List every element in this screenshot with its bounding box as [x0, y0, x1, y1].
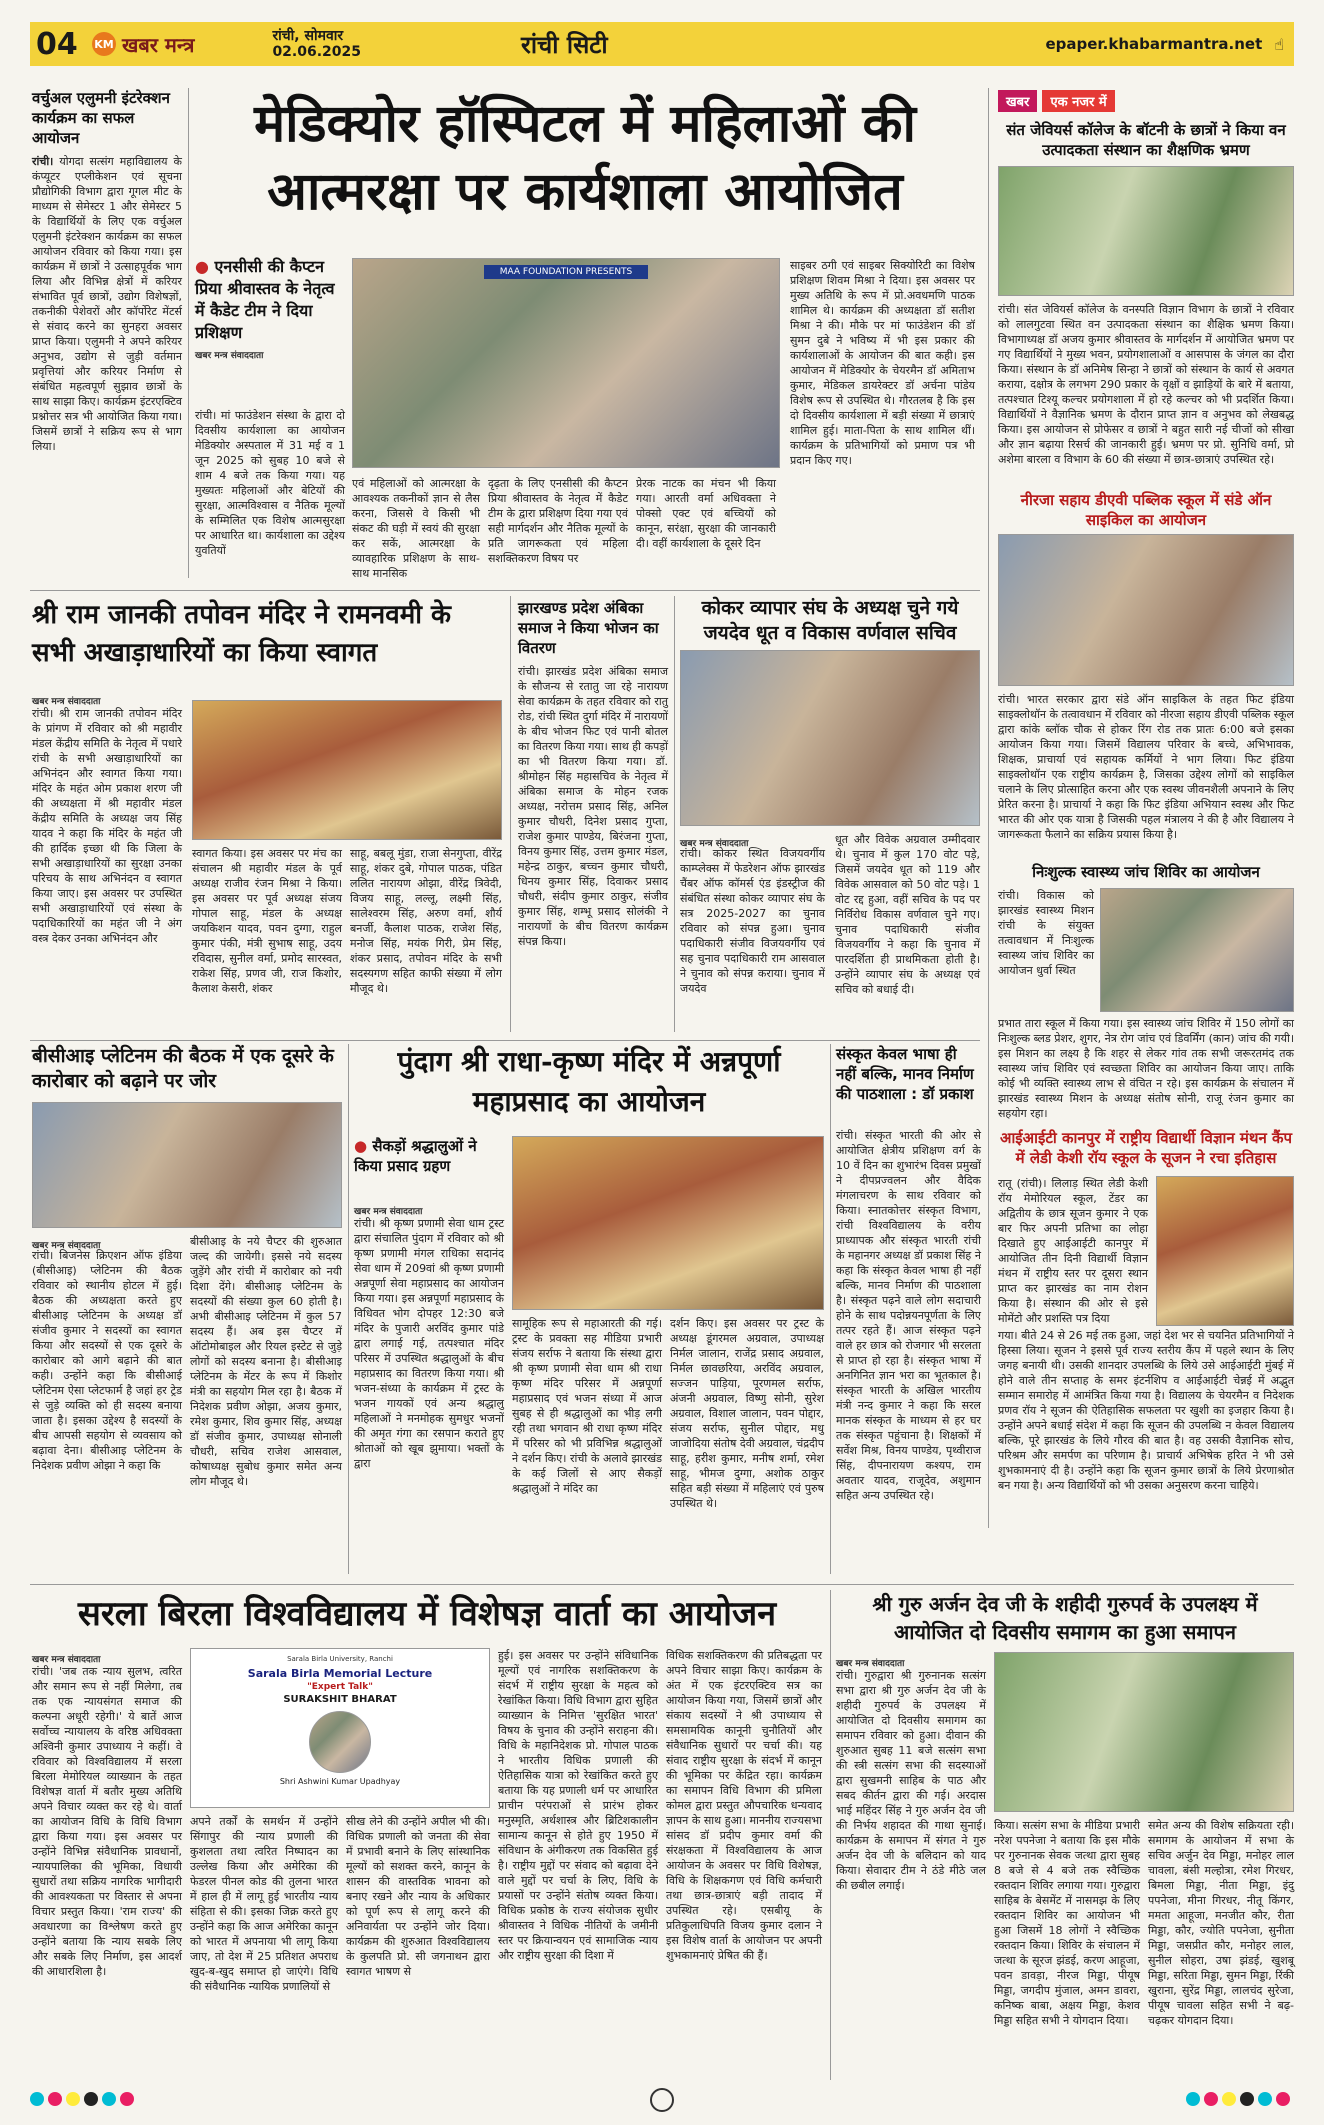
health-photo — [1100, 888, 1294, 1012]
bci-col2: बीसीआइ के नये चैप्टर की शुरुआत जल्द की जायेगी। इससे नये सदस्य जुड़ेंगे और रांची में कारोबार को नयी दिशा देंगे। बीसीआइ प्लेटिनम के सदस्यों की संख्या कुल 60 होती है। अभी बीसीआइ प्लेटिनम में कुल 57 सदस्य हैं। अब इस चैप्टर में ऑटोमोबाइल और रियल इस्टेट से जुड़े लोगों को सदस्य बनाना है। बीसीआइ प्लेटिनम के मेंटर के रूप में किशोर मंत्री का सहयोग मिल रहा है। बैठक में निदेशक प्रवीण ओझा, अजय कुमार, रमेश कुमार, शिव कुमार सिंह, अध्यक्ष डॉ संजीव कुमार, उपाध्यक्ष सोनाली चौधरी, सचिव राजेश आसवाल, कोषाध्यक्ष सुबोध कुमार समेत अन्य लोग मौजूद थे। — [190, 1235, 342, 1488]
iit-headline: आईआईटी कानपुर में राष्ट्रीय विद्यार्थी विज्ञान मंथन कैंप में लेडी केशी रॉय स्कूल के सूजन ने रचा इतिहास — [999, 1129, 1293, 1167]
alumni-dateline: रांची। — [32, 155, 54, 168]
xaviers-body: रांची। संत जेवियर्स कॉलेज के वनस्पति विज्ञान विभाग के छात्रों ने रविवार को लालगुटवा स्थित वन उत्पादकता संस्थान का शैक्षिक भ्रमण किया। विभागाध्यक्ष डॉ अजय कुमार श्रीवास्तव के मार्गदर्शन में आयोजित भ्रमण पर गए विद्यार्थियों ने मुख्य भवन, प्रयोगशालाओं व आसपास के जंगल का दौरा किया। संस्थान के डॉ अनिमेष सिन्हा ने छात्रों को संस्थान के कार्य से अवगत कराया, दक्षोत्र के लगभग 290 प्रकार के वृक्षों व झाड़ियों के बारे में बताया, तत्पश्चात टिश्यू कल्चर प्रयोगशाला में हो रहे कल्चर को भी प्रदर्शित किया। विद्यार्थियों ने वैज्ञानिक भ्रमण के दौरान प्राप्त ज्ञान व अनुभव को लेखबद्ध किया। इस आयोजन से प्रोफेसर व छात्रों ने बहुत सारी नई चीजों को सीखा और ज्ञान बढ़ाया रिसर्च की जानकारी हुई। भ्रमण पर प्रो. सुनिधि वर्मा, प्रो अशेमा बारला व विभाग के 60 की संख्या में छात्र-छात्राएं उपस्थित रहे। — [998, 303, 1294, 466]
sbu-banner-expert: "Expert Talk" — [307, 1682, 373, 1692]
kokar-col1: रांची। कोकर स्थित विजयवर्गीय काम्प्लेक्स में फेडरेशन ऑफ झारखंड चैंबर ऑफ कॉमर्स एंड इंडस्ट्रीज की संबंधित संस्था कोकर व्यापार संघ के सत्र 2025-2027 का चुनाव रविवार को संपन्न हुआ। चुनाव पदाधिकारी संजीव विजयवर्गीय एवं सह चुनाव पदाधिकारी राम आसवाल ने चुनाव को संपन्न कराया। चुनाव में जयदेव — [680, 847, 825, 995]
guru-headline: श्री गुरु अर्जन देव जी के शहीदी गुरुपर्व के उपलक्ष्य में आयोजित दो दिवसीय समागम का हुआ समापन — [872, 1592, 1258, 1644]
ramjanaki-byline: खबर मन्त्र संवाददाता — [32, 697, 101, 707]
section-rule — [30, 1584, 1294, 1585]
logo-text: खबर मन्त्र — [122, 32, 195, 57]
xaviers-headline: संत जेवियर्स कॉलेज के बॉटनी के छात्रों ने किया वन उत्पादकता संस्थान का शैक्षणिक भ्रमण — [1006, 121, 1286, 159]
health-col1: रांची। विकास को झारखंड स्वास्थ्य मिशन रांची के संयुक्त तत्वावधान में निःशुल्क स्वास्थ्य जांच शिविर का आयोजन धुर्वा स्थित — [998, 889, 1094, 977]
pundag-col1: रांची। श्री कृष्ण प्रणामी सेवा धाम ट्रस्ट द्वारा संचालित पुंदाग में रविवार को श्री कृष्ण प्रणामी मंगल राधिका सदानंद सेवा धाम में 209वां श्री कृष्ण प्रणामी अन्नपूर्णा सेवा महाप्रसाद का आयोजन किया गया। इस अन्नपूर्णा महाप्रसाद के विधिवत भोग दोपहर 12:30 बजे मंदिर के पुजारी अरविंद कुमार पांडे द्वारा लगाई गई, तत्पश्चात मंदिर परिसर में उपस्थित श्रद्धालुओं के बीच महाप्रसाद का वितरण किया गया। श्री भजन-संध्या के कार्यक्रम में ट्रस्ट के भजन गायकों एवं अन्य श्रद्धालु महिलाओं ने मनमोहक सुमधुर भजनों की अमृत गंगा का रसपान कराते हुए श्रोताओं को खूब झुमाया। भक्तों के द्वारा — [354, 1217, 504, 1470]
guru-col2: किया। सत्संग सभा के मीडिया प्रभारी नरेश पपनेजा ने बताया कि इस मौके पर गुरुनानक सेवक जत्था द्वारा सुबह 8 बजे से 4 बजे तक स्वैच्छिक रक्तदान शिविर लगाया गया। गुरुद्वारा साहिब के बेसमेंट में नासमझ के लिए रक्तदान शिविर का आयोजन भी हुआ जिसमें 18 लोगों ने स्वैच्छिक रक्तदान किया। शिविर के संचालन में जत्था के सूरज झंडई, करण आहूजा, पवन डावड़ा, नीरज मिड्डा, पीयूष मिड्डा, जगदीप मुंजाल, अमन डावरा, कनिष्क बाबा, अक्षय मिड्डा, केशव मिड्डा सहित सभी ने योगदान दिया। — [994, 1819, 1140, 2027]
kokar-headline: कोकर व्यापार संघ के अध्यक्ष चुने गये जयदेव धूत व विकास वर्णवाल सचिव — [701, 597, 959, 644]
lead-subhead-block — [195, 256, 345, 365]
sanskrit-headline: संस्कृत केवल भाषा ही नहीं बल्कि, मानव निर्माण की पाठशाला : डॉ प्रकाश — [836, 1045, 974, 1103]
bhojan-headline: झारखण्ड प्रदेश अंबिका समाज ने किया भोजन का वितरण — [518, 599, 659, 657]
color-dots-left — [30, 2091, 138, 2110]
bullet-icon: ● — [195, 257, 215, 276]
kokar-byline: खबर मन्त्र संवाददाता — [680, 839, 749, 849]
sbu-byline: खबर मन्त्र संवाददाता — [32, 1655, 101, 1665]
brief-tag-khabar: खबर — [998, 90, 1037, 112]
section-rule — [30, 1040, 980, 1041]
column-rule — [188, 88, 189, 578]
iit-col1: रातू (रांची)। लिलाड़ स्थित लेडी केशी रॉय मेमोरियल स्कूल, टेंडर का अद्वितीय के छात्र सूजन कुमार ने एक बार फिर अपनी प्रतिभा का लोहा दिखाते हुए आईआईटी कानपुर में आयोजित तीन दिनी विद्यार्थी विज्ञान मंथन में राष्ट्रीय स्तर पर दूसरा स्थान प्राप्त कर झारखंड का नाम रोशन किया है। संस्थान की ओर से इसे मोमेंटो और प्रशस्ति पत्र दिया — [998, 1177, 1148, 1325]
pundag-photo — [512, 1136, 824, 1310]
pundag-byline: खबर मन्त्र संवाददाता — [354, 1207, 423, 1217]
xaviers-photo — [998, 166, 1294, 296]
lead-subhead: ● एनसीसी की कैप्टन प्रिया श्रीवास्तव के नेतृत्व में कैडेट टीम ने दिया प्रशिक्षण — [195, 257, 335, 342]
bci-byline: खबर मन्त्र संवाददाता — [32, 1241, 101, 1251]
bullet-icon: ● — [354, 1137, 373, 1155]
ramjanaki-photo — [192, 700, 502, 840]
lead-col4: प्रेरक नाटक का मंचन भी किया गया। आरती वर्मा अधिवक्ता ने पोक्सो एक्ट एवं बच्चियों को कानून, सरंक्षा, सुरक्षा की जानकारी दी। वहीं कार्यशाला के दूसरे दिन — [636, 477, 776, 550]
iit-photo — [1156, 1176, 1294, 1326]
column-rule — [830, 1590, 831, 2080]
ramjanaki-col3: साहू, बबलू मुंडा, राजा सेनगुप्ता, वीरेंद्र साहू, शंकर दुबे, गोपाल पाठक, पंडित ललित नारायण ओझा, वीरेंद्र त्रिवेदी, विजय साहू, लल्लू, लक्ष्मी सिंह, सालेश्वरम सिंह, अरुण वर्मा, शौर्य बनर्जी, कैलाश पाठक, राजेश सिंह, मनोज सिंह, मयंक गिरी, प्रेम सिंह, शंकर प्रसाद, तपोवन मंदिर के सभी सदस्यगण सहित काफी संख्या में लोग मौजूद थे। — [350, 847, 502, 995]
guru-col1: रांची। गुरुद्वारा श्री गुरुनानक सत्संग सभा द्वारा श्री गुरु अर्जन देव जी के शहीदी गुरुपर्व के उपलक्ष्य में आयोजित दो दिवसीय समागम का समापन रविवार को हुआ। दीवान की शुरुआत सुबह 11 बजे सत्संग सभा की स्त्री सत्संग सभा की सदस्याओं द्वारा सुखमनी साहिब के पाठ और सबद कीर्तन द्वारा की गई। अरदास भाई महिंदर सिंह ने गुरु अर्जन देव जी की निर्भय शहादत की गाथा सुनाई। कार्यक्रम के समापन में संगत ने गुरु अर्जन देव जी के बलिदान को याद किया। सेवादार टीम ने ठंडे मीठे जल की छबील लगाई। — [836, 1669, 986, 1892]
color-dots-right — [1186, 2091, 1294, 2110]
neerja-photo — [998, 534, 1294, 686]
kokar-col2: धूत और विवेक अग्रवाल उम्मीदवार थे। चुनाव में कुल 170 वोट पड़े, जिसमें जयदेव धूत को 119 और विवेक आसवाल को 50 वोट पड़े। 1 वोट रद्द हुआ, वहीं सचिव के पद पर निर्विरोध विकास वर्णवाल चुने गए। चुनाव पदाधिकारी संजीव विजयवर्गीय ने कहा कि चुनाव में पारदर्शिता ही प्राथमिकता होती है। उन्होंने व्यापार संघ के अध्यक्ष एवं सचिव को बधाई दी। — [835, 833, 980, 996]
column-rule — [988, 88, 989, 1528]
alumni-body — [32, 154, 182, 454]
lead-col5: साइबर ठगी एवं साइबर सिक्योरिटी का विशेष प्रशिक्षण शिवम मिश्रा ने दिया। इस अवसर पर मुख्य अतिथि के रूप में प्रो.अवधमणि पाठक शामिल थे। कार्यक्रम की अध्यक्षता डॉ सतीश मिश्रा ने की। मौके पर मां फाउंडेशन की डॉ सुमन दुबे ने भविष्य में भी इस प्रकार की कार्यशालाओं के आयोजन की बात कही। इस आयोजन में मेडिक्योर के चेयरमैन डॉ अमिताभ कुमार, मेडिकल डायरेक्टर डॉ अर्चना पांडेय विशेष रूप से उपस्थित थे। गौरतलब है कि इस दो दिवसीय कार्यशाला में बड़ी संख्या में छात्राएं शामिल हुई। माता-पिता के साथ शामिल थीं। कार्यक्रम के प्रतिभागियों को प्रमाण पत्र भी प्रदान किए गए। — [790, 259, 975, 467]
column-rule — [830, 1044, 831, 1574]
photo-banner: MAA FOUNDATION PRESENTS — [484, 265, 648, 279]
article-alumni — [32, 88, 182, 454]
iit-body: गया। बीते 24 से 26 मई तक हुआ, जहां देश भर से चयनित प्रतिभागियों ने हिस्सा लिया। सूजन ने इससे पूर्व राज्य स्तरीय कैंप में पहले स्थान के लिए जगह बनायी थी। उसकी शानदार उपलब्धि के लिये उसे आईआईटी मुंबई में होने वाले तीन सप्ताह के समर इंटर्नशिप व आईआईटी चेन्नई में अद्भुत सम्मान समारोह में आमंत्रित किया गया है। विद्यालय के चेयरमैन व निदेशक प्रणव रॉय ने सूजन की ऐतिहासिक सफलता पर खुशी का इजहार किया है। उन्होंने अपने बधाई संदेश में कहा कि सूजन की उपलब्धि न केवल विद्यालय बल्कि, पूरे झारखंड के लिये गौरव की बात है। वह उसकी वैज्ञानिक सोच, परिश्रम और समर्पण का परिणाम है। प्राचार्य अभिषेक हरित ने भी उसे शुभकामनाएं दी है। उन्होंने कहा कि सूजन कुमार छात्रों के लिये प्रेरणाश्रोत बन गया है। अन्य विद्यार्थियों को भी उसका अनुसरण करना चाहिये। — [998, 1329, 1294, 1492]
ramjanaki-col2: स्वागत किया। इस अवसर पर मंच का संचालन श्री महावीर मंडल के पूर्व अध्यक्ष राजीव रंजन मिश्रा ने किया। इस अवसर पर पूर्व अध्यक्ष संजय गोपाल साहू, मंडल के अध्यक्ष जयकिशन यादव, पवन दुग्गा, राहुल कुमार पंकी, मंत्री सुभाष साहू, उदय रविदास, सुनील वर्मा, प्रमोद सारस्वत, राकेश सिंह, प्रणव जी, राज किशोर, कैलाश केसरी, शंकर — [192, 847, 342, 995]
lead-headline: मेडिक्योर हॉस्पिटल में महिलाओं की आत्मरक्षा पर कार्यशाला आयोजित — [254, 93, 916, 222]
health-body: प्रभात तारा स्कूल में किया गया। इस स्वास्थ्य जांच शिविर में 150 लोगों का निःशुल्क ब्लड प्रेशर, शुगर, नेत्र रोग जांच एवं डिवर्मिंग (कान) जांच की गयी। इस मिशन का लक्ष्य है कि शहर से लेकर गांव तक सभी जरूरतमंद तक स्वास्थ्य जांच शिविर एवं स्वच्छता शिविर का आयोजन किया जाए। ताकि कोई भी व्यक्ति स्वास्थ्य लाभ से वंचित न रहे। इस कार्यक्रम के संचालन में झारखंड स्वास्थ्य मिशन के अध्यक्ष संतोष सोनी, राजू रंजन कुमार का सहयोग रहा। — [998, 1017, 1294, 1120]
edition-date — [272, 28, 361, 60]
guru-byline: खबर मन्त्र संवाददाता — [836, 1659, 905, 1669]
neerja-headline: नीरजा सहाय डीएवी पब्लिक स्कूल में संडे ऑन साइकिल का आयोजन — [1020, 491, 1272, 529]
alumni-text: योगदा सत्संग महाविद्यालय के कंप्यूटर एप्लीकेशन एवं सूचना प्रौद्योगिकी विभाग द्वारा गूगल मीट के माध्यम से सेमेस्टर 1 और सेमेस्टर 5 के विद्यार्थियों के लिए एक वर्चुअल एलुमनी इंटरेक्शन कार्यक्रम का सफल आयोजन रविवार को किया गया। इस कार्यक्रम में छात्रों ने उत्साहपूर्वक भाग लिया और विभिन्न क्षेत्रों में करियर संभावित पूर्व छात्रों, उद्योग विशेषज्ञों, तकनीकी पेशेवरों और कॉर्पोरेट मेंटर्स से संवाद करने का सुनहरा अवसर प्राप्त किया। एलुमनी ने अपने करियर अनुभव, उद्योग से जुड़ी वर्तमान प्रवृत्तियां और करियर निर्माण से संबंधित महत्वपूर्ण सुझाव छात्रों के साथ साझा किए। कार्यक्रम इंटरएक्टिव प्रश्नोत्तर सत्र भी आयोजित किया गया। जिसमें छात्रों ने सक्रिय रूप से भाग लिया। — [32, 155, 182, 453]
bci-headline: बीसीआइ प्लेटिनम की बैठक में एक दूसरे के कारोबार को बढ़ाने पर जोर — [32, 1045, 334, 1092]
place-day: रांची, सोमवार — [272, 28, 344, 44]
sbu-col2: अपने तर्कों के समर्थन में उन्होंने सिंगापुर की न्याय प्रणाली की कुशलता तथा त्वरित निष्पादन का उल्लेख किया और अमेरिका की फेडरल पीनल कोड की तुलना भारत में हाल ही में लागू हुई भारतीय न्याय संहिता से की। इसका जिक्र करते हुए उन्होंने कहा कि आज अमेरिका कानून को भारत में अपनाया भी लागू किया जाए, तो देश में 25 प्रतिशत अपराध खुद-ब-खुद समाप्त हो जाएंगे। विधि की संवैधानिक न्यायिक प्रणालियों से — [190, 1815, 338, 1993]
sbu-banner-speaker: Shri Ashwini Kumar Upadhyay — [279, 1777, 401, 1786]
guru-col3: समेत अन्य की विशेष सक्रियता रही। समागम के आयोजन में सभा के सचिव अर्जुन देव मिड्डा, मनोहर लाल चावला, बंसी मल्होत्रा, रमेश गिरधर, बिमला मिड्डा, नीता मिड्डा, इंदु पपनेजा, मीना गिरधर, नीतू किंगर, ममता आहूजा, मनजीत कौर, रीता मिड्डा, कौर, ज्योति पपनेजा, सुनीता मिड्डा, जसप्रीत कौर, मनोहर लाल, सुनील सोहरा, उषा झंडई, खुशबू मिड्डा, सरिता मिड्डा, सुमन मिड्डा, रिंकी खुराना, सुरेंद्र मिड्डा, लालचंद सुरेजा, पीयूष चावला सहित सभी ने बढ़-चढ़कर योगदान दिया। — [1148, 1819, 1294, 2027]
date-text: 02.06.2025 — [272, 44, 362, 60]
ramjanaki-col1: रांची। श्री राम जानकी तपोवन मंदिर के प्रांगण में रविवार को श्री महावीर मंडल केंद्रीय समिति के नेतृत्व में पधारे रांची के सभी अखाड़ाधारियों का अभिनंदन और स्वागत किया गया। मंदिर के महंत ओम प्रकाश शरण जी की अध्यक्षता में श्री महावीर मंडल केंद्रीय समिति के अध्यक्ष जय सिंह यादव ने कहा कि मंदिर के महंत जी की हार्दिक इच्छा थी कि जिला के सभी अखाड़ाधारियों का सुरक्षा उनका परिचय के साथ अभिनंदन व स्वागत किया जाए। इस अवसर पर उपस्थित सभी अखाड़ाधारियों एवं संस्था के पदाधिकारियों का महंत जी ने अंग वस्त्र देकर उनका अभिनंदन और — [32, 707, 182, 945]
pundag-subhead: ● सैकड़ों श्रद्धालुओं ने किया प्रसाद ग्रहण — [354, 1137, 477, 1175]
health-headline: निःशुल्क स्वास्थ्य जांच शिविर का आयोजन — [1032, 863, 1260, 881]
ramjanaki-headline: श्री राम जानकी तपोवन मंदिर ने रामनवमी के सभी अखाड़ाधारियों का किया स्वागत — [32, 600, 451, 668]
registration-marks — [30, 2088, 1294, 2112]
pundag-col3: दर्शन किए। इस अवसर पर ट्रस्ट के अध्यक्ष डूंगरमल अग्रवाल, उपाध्यक्ष निर्मल जालान, राजेंद्र प्रसाद अग्रवाल, निर्मल छावछरिया, अरविंद अग्रवाल, सज्जन पाड़िया, पूरणमल सर्राफ, अंजनी अग्रवाल, विष्णु सोनी, सुरेश अग्रवाल, विशाल जालान, पवन पोद्दार, संजय सर्राफ, सुनील पोद्दार, मधु जाजोदिया संतोष देवी अग्रवाल, चंद्रदीप साहू, हरीश कुमार, मनीष शर्मा, रमेश साहू, भीमज दुग्गा, अशोक ठाकुर सहित बड़ी संख्या में महिलाएं एवं पुरुष उपस्थित थे। — [670, 1317, 824, 1510]
bci-col1: रांची। बिजनेस क्रिएशन ऑफ इंडिया (बीसीआइ) प्लेटिनम की बैठक रविवार को स्थानीय होटल में हुई। बैठक की अध्यक्षता करते हुए बीसीआइ प्लेटिनम के अध्यक्ष डॉ संजीव कुमार ने सदस्यों का स्वागत किया और सदस्यों से एक दूसरे के कारोबार को आगे बढ़ाने की बात कही। उन्होंने कहा कि बीसीआई प्लेटिनम ऐसा प्लेटफार्म है जहां हर ट्रेड से जुड़े व्यक्ति को ही सदस्य बनाया जाता है। इसका उद्देश्य है सदस्यों के बीच आपसी सहयोग से व्यवसाय को बढ़ावा देना। बीसीआइ प्लेटिनम के निदेशक प्रवीण ओझा ने कहा कि — [32, 1249, 182, 1472]
sanskrit-body: रांची। संस्कृत भारती की ओर से आयोजित क्षेत्रीय प्रशिक्षण वर्ग के 10 वें दिन का शुभारंभ दिवस प्रमुखों ने दीपप्रज्वलन और वैदिक मंगलाचरण के साथ रविवार को किया। स्नातकोत्तर संस्कृत विभाग, रांची विश्वविद्यालय के वरीय प्राध्यापक और संस्कृत भारती रांची के महानगर अध्यक्ष डॉ प्रकाश सिंह ने कहा कि संस्कृत केवल भाषा ही नहीं बल्कि, मानव निर्माण की पाठशाला है। संस्कृत पढ़ने वाले लोग सदाचारी होने के साथ पदोन्नयनपूर्णता के लिए तत्पर रहते हैं। आज संस्कृत पढ़ने वाले हर छात्र को रोजगार भी सरलता से प्राप्त हो रहा है। संस्कृत भाषा में अनगिनित ज्ञान भरा का भूतकाल है। संस्कृत भारती के अखिल भारतीय मंत्री नन्द कुमार ने कहा कि सरल मानक संस्कृत के माध्यम से हर घर तक संस्कृत पहुंचाना है। शिक्षकों में सर्वेश मिश्र, विनय पाण्डेय, पृथ्वीराज सिंह, दीपनारायण कश्यप, राम अवतार यादव, राजूदेव, अशुमान सहित अन्य उपस्थित रहे। — [836, 1129, 981, 1502]
brief-tag-ek-nazar: एक नजर में — [1042, 90, 1114, 112]
brief-tags — [998, 90, 1294, 112]
lead-byline: खबर मन्त्र संवाददाता — [195, 351, 264, 361]
sbu-headline: सरला बिरला विश्वविद्यालय में विशेषज्ञ वार्ता का आयोजन — [77, 1594, 777, 1634]
section-title: रांची सिटी — [521, 30, 608, 59]
lead-col3: दृढ़ता के लिए एनसीसी की कैप्टन प्रिया श्रीवास्तव के नेतृत्व में कैडेट टीम के द्वारा प्रशिक्षण दिया गया एवं सही मार्गदर्शन और नैतिक मूल्यों के प्रति जागरूकता एवं महिला सशक्तिकरण विषय पर — [488, 477, 628, 565]
neerja-body: रांची। भारत सरकार द्वारा संडे ऑन साइकिल के तहत फिट इंडिया साइक्लोथॉन के तत्वावधान में रविवार को नीरजा सहाय डीएवी पब्लिक स्कूल द्वारा कांके ब्लॉक चौक से होकर रिंग रोड तक प्रातः 6:00 बजे इसका आयोजन किया गया। जिसमें विद्यालय परिवार के बच्चे, अभिभावक, शिक्षक, प्राचार्या एवं सहायक कर्मियों ने भाग लिया। फिट इंडिया साइक्लोथॉन एक राष्ट्रीय कार्यक्रम है, जिसका उद्देश्य लोगों को साइकिल चलाने के लिए प्रोत्साहित करना और एक स्वस्थ जीवनशैली अपनाने के लिए प्रेरित करना है। प्राचार्या ने कहा कि फिट इंडिया अभियान स्वस्थ और फिट भारत की ओर एक यात्रा है जिसकी पहल मंत्रालय ने की है और विद्यालय ने जागरूकता फैलाने का सक्रिय प्रयास किया है। — [998, 693, 1294, 841]
sbu-col1: रांची। 'जब तक न्याय सुलभ, त्वरित और समान रूप से नहीं मिलेगा, तब तक एक न्यायसंगत समाज की कल्पना अधूरी रहेगी।' ये बातें आज सर्वोच्च न्यायालय के वरिष्ठ अधिवक्ता अश्विनी कुमार उपाध्याय ने कहीं। वे रविवार को विश्वविद्यालय में सरला बिरला मेमोरियल व्याख्यान के तहत विशेषज्ञ वार्ता में बतौर मुख्य अतिथि अपने विचार व्यक्त कर रहे थे। वार्ता का आयोजन विधि के विधि विभाग द्वारा किया गया। इस अवसर पर उन्होंने विभिन्न संवैधानिक प्रावधानों, न्यायपालिका की भूमिका, विधायी सुधारों तथा सक्रिय नागरिक भागीदारी की आवश्यकता पर विस्तार से अपना विचार प्रस्तुत किया। 'राम राज्य' की अवधारणा का विश्लेषण करते हुए उन्होंने बताया कि न्याय सबके लिए और सबके लिए निर्माण, इस आदर्श की आधारशिला है। — [32, 1665, 182, 1978]
sbu-banner-university: Sarala Birla University, Ranchi — [287, 1655, 393, 1663]
masthead — [30, 22, 1294, 66]
page-number: 04 — [36, 26, 78, 62]
logo-mark-icon: KM — [92, 32, 116, 56]
crosshair-icon — [650, 2088, 674, 2112]
pundag-headline: पुंदाग श्री राधा-कृष्ण मंदिर में अन्नपूर्णा महाप्रसाद का आयोजन — [397, 1045, 781, 1118]
epaper-link[interactable]: epaper.khabarmantra.net — [1045, 35, 1263, 53]
kokar-photo — [680, 650, 980, 826]
column-rule — [348, 1044, 349, 1574]
lead-photo — [352, 258, 780, 468]
column-rule — [674, 596, 675, 1032]
lead-col1: रांची। मां फाउंडेशन संस्था के द्वारा दो दिवसीय कार्यशाला का आयोजन मेडिक्योर अस्पताल में 31 मई व 1 जून 2025 को सुबह 10 बजे से शाम 4 बजे तक किया गया। यह मुख्यतः महिलाओं और बेटियों की सुरक्षा, आत्मविश्वास व नैतिक मूल्यों के सम्मिलित एक विशेष आत्मसुरक्षा पर आधारित था। कार्यशाला का उद्देश्य युवतियों — [195, 409, 345, 557]
sbu-col5: विधिक सशक्तिकरण की प्रतिबद्धता पर अपने विचार साझा किए। कार्यक्रम के अंत में एक इंटरएक्टिव सत्र का आयोजन किया गया, जिसमें छात्रों और संकाय सदस्यों ने श्री उपाध्याय से समसामयिक कानूनी चुनौतियों और संवैधानिक सुधारों पर चर्चा की। यह संवाद राष्ट्रीय सुरक्षा के संदर्भ में कानून की भूमिका पर केंद्रित रहा। कार्यक्रम का समापन विधि विभाग की प्रमिला कोमल द्वारा प्रस्तुत औपचारिक धन्यवाद ज्ञापन के साथ हुआ। माननीय राज्यसभा सांसद डॉ प्रदीप कुमार वर्मा की संरक्षकता में विश्वविद्यालय के आज आयोजन के अवसर पर विधि विशेषज्ञ, विधि के शिक्षकगण एवं विधि कर्मचारी तथा छात्र-छात्राएं बड़ी तादाद में उपस्थित रहे। एसबीयू के प्रतिकुलाधिपति विजय कुमार दलान ने इस विशेष वार्ता के आयोजन पर अपनी शुभकामनाएं प्रेषित की हैं। — [666, 1649, 822, 1962]
sbu-banner-title: Sarala Birla Memorial Lecture — [247, 1667, 433, 1680]
cursor-icon: ☝ — [1274, 34, 1284, 54]
sbu-banner-theme: SURAKSHIT BHARAT — [283, 1694, 397, 1705]
sbu-col3: सीख लेने की उन्होंने अपील भी की। विधिक प्रणाली को जनता की सेवा में प्रभावी बनाने के लिए सांस्थानिक मूल्यों को सशक्त करने, कानून के शासन की वास्तविक भावना को बनाए रखने और न्याय के अधिकार को पूर्ण रूप से लागू करने की अनिवार्यता पर उन्होंने जोर दिया। कार्यक्रम की शुरुआत विश्वविद्यालय के कुलपति प्रो. सी जगनाथन द्वारा स्वागत भाषण से — [346, 1815, 490, 1978]
section-rule — [30, 590, 980, 591]
sbu-banner — [190, 1648, 490, 1808]
column-rule — [510, 596, 511, 1032]
sbu-speaker-photo — [309, 1711, 371, 1773]
bci-photo — [32, 1102, 342, 1228]
bhojan-body: रांची। झारखंड प्रदेश अंबिका समाज के सौजन्य से रतातु जा रहे नारायण सेवा कार्यक्रम के तहत रविवार को रातु रोड, रांची स्थित दुर्गा मंदिर में नारायणों के बीच भोजन फिट एवं पानी बोतल का वितरण किया गया। साथ ही कपड़ों का भी वितरण किया गया। डॉ. श्रीमोहन सिंह महासचिव के नेतृत्व में अंबिका समाज के मोहन रजक अध्यक्ष, नरोत्तम प्रसाद सिंह, अनिल कुमार चौधरी, दिनेश प्रसाद गुप्ता, राजेश कुमार पाण्डेय, बिरंजना गुप्ता, विनय कुमार सिंह, उत्तम कुमार मंडल, महेन्द्र ठाकुर, बच्चन कुमार चौधरी, धिनय कुमार सिंह, दिवाकर प्रसाद चौधरी, संदीप कुमार ठाकुर, संजीव कुमार सिंह, शम्भू प्रसाद सोलंकी ने नारायणों के बीच वितरण कार्यक्रम संपन्न किया। — [518, 665, 668, 948]
alumni-headline: वर्चुअल एलुमनी इंटरेक्शन कार्यक्रम का सफल आयोजन — [32, 89, 170, 147]
sbu-col4: हुई। इस अवसर पर उन्होंने संविधानिक मूल्यों एवं नागरिक सशक्तिकरण के संदर्भ में राष्ट्रीय सुरक्षा के महत्व को रेखांकित किया। विधि विभाग द्वारा सुहित व्याख्यान के निमित्त 'सुरक्षित भारत' विषय के चुनाव की उन्होंने सराहना की। विधि के महानिदेशक प्रो. गोपाल पाठक ने भारतीय विधिक प्रणाली की ऐतिहासिक यात्रा को रेखांकित करते हुए बताया कि यह प्रणाली धर्म पर आधारित प्राचीन परंपराओं से प्रारंभ होकर मनुस्मृति, अर्थशास्त्र और ब्रिटिशकालीन सामान्य कानून से होते हुए 1950 में संविधान के अंगीकरण तक विकसित हुई है। राष्ट्रीय मुद्दों पर संवाद को बढ़ावा देने वाले मुद्दों पर चर्चा के लिए, विधि के प्रयासों पर उन्होंने संतोष व्यक्त किया। विधिक प्रकोष्ठ के राज्य संयोजक सुधीर श्रीवास्तव ने विधिक नीतियों के जमीनी स्तर पर क्रियान्वयन एवं सामाजिक न्याय और राष्ट्रीय सुरक्षा की दिशा में — [498, 1649, 658, 1962]
pundag-col2: सामूहिक रूप से महाआरती की गई। ट्रस्ट के प्रवक्ता सह मीडिया प्रभारी संजय सर्राफ ने बताया कि संस्था द्वारा श्री कृष्ण प्रणामी सेवा धाम श्री राधा कृष्ण मंदिर परिसर में अन्नपूर्णा महाप्रसाद एवं भजन संध्या में आज सुबह से ही श्रद्धालुओं का भीड़ लगी रही तथा भगवान श्री राधा कृष्ण मंदिर में परिसर को भी प्रविभिन्न श्रद्धालुओं ने दर्शन किए। रांची के अलावे झारखंड के कई जिलों से आए सैकड़ों श्रद्धालुओं ने मंदिर का — [512, 1317, 662, 1495]
lead-col2: एवं महिलाओं को आत्मरक्षा के आवश्यक तकनीकों ज्ञान से लैस करना, जिससे वे किसी भी संकट की घड़ी में स्वयं की सुरक्षा कर सकें, आत्मरक्षा के व्यावहारिक प्रशिक्षण के साथ-साथ मानसिक — [352, 477, 480, 580]
newspaper-logo[interactable] — [92, 31, 194, 58]
guru-photo — [994, 1652, 1294, 1812]
